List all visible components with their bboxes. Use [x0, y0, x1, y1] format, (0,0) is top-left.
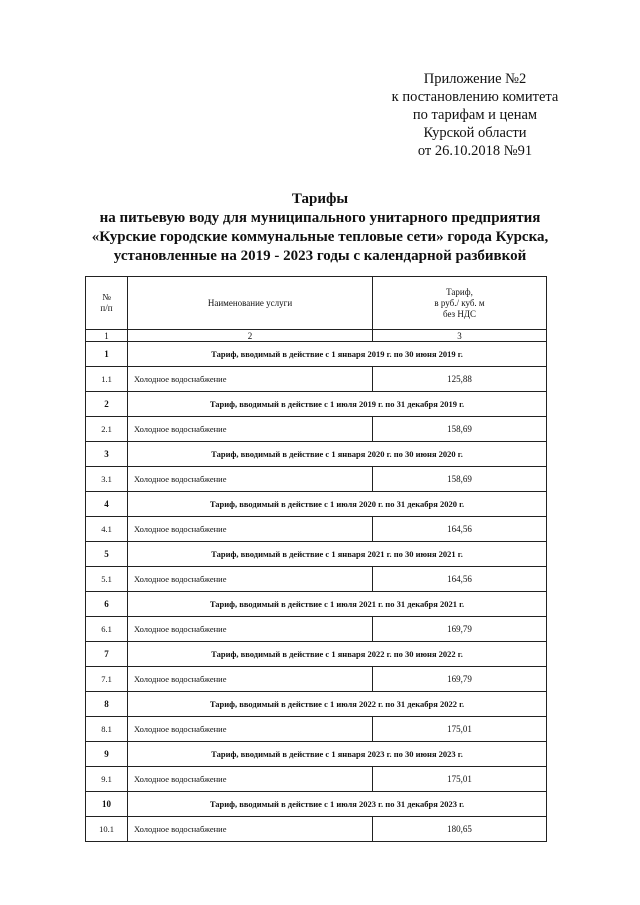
appendix-line: по тарифам и ценам — [412, 107, 538, 123]
table-body — [86, 342, 547, 842]
header-tariff-line: в руб./ куб. м — [434, 297, 485, 308]
column-number: 1 — [86, 330, 128, 342]
service-name: Холодное водоснабжение — [128, 617, 373, 642]
period-number: 1 — [86, 342, 128, 367]
header-tariff-line: без НДС — [442, 308, 476, 319]
period-row — [86, 692, 547, 717]
period-label: Тариф, вводимый в действие с 1 января 2022 г. по 30 июня 2022 г. — [128, 642, 547, 667]
appendix-block — [360, 70, 590, 160]
service-name: Холодное водоснабжение — [128, 717, 373, 742]
tariff-value: 169,79 — [373, 617, 547, 642]
title-line: Тарифы — [291, 191, 349, 207]
period-label: Тариф, вводимый в действие с 1 января 2021 г. по 30 июня 2021 г. — [128, 542, 547, 567]
appendix-line: Приложение №2 — [423, 71, 527, 87]
period-label: Тариф, вводимый в действие с 1 января 2020 г. по 30 июня 2020 г. — [128, 442, 547, 467]
table-row — [86, 517, 547, 542]
tariff-value: 158,69 — [373, 417, 547, 442]
service-name: Холодное водоснабжение — [128, 767, 373, 792]
tariff-value: 125,88 — [373, 367, 547, 392]
item-number: 10.1 — [86, 817, 128, 842]
item-number: 1.1 — [86, 367, 128, 392]
period-number: 6 — [86, 592, 128, 617]
tariff-value: 180,65 — [373, 817, 547, 842]
service-name: Холодное водоснабжение — [128, 817, 373, 842]
item-number: 3.1 — [86, 467, 128, 492]
period-row — [86, 442, 547, 467]
period-number: 9 — [86, 742, 128, 767]
period-number: 4 — [86, 492, 128, 517]
table-row — [86, 667, 547, 692]
period-label: Тариф, вводимый в действие с 1 июля 2023 г. по 31 декабря 2023 г. — [128, 792, 547, 817]
period-label: Тариф, вводимый в действие с 1 июля 2019 г. по 31 декабря 2019 г. — [128, 392, 547, 417]
column-number: 2 — [128, 330, 373, 342]
period-number: 7 — [86, 642, 128, 667]
period-number: 8 — [86, 692, 128, 717]
document-title — [60, 190, 580, 266]
header-tariff — [373, 277, 547, 330]
period-number: 5 — [86, 542, 128, 567]
item-number: 4.1 — [86, 517, 128, 542]
table-row — [86, 617, 547, 642]
item-number: 6.1 — [86, 617, 128, 642]
period-row — [86, 492, 547, 517]
period-row — [86, 342, 547, 367]
period-number: 3 — [86, 442, 128, 467]
period-row — [86, 792, 547, 817]
title-line: на питьевую воду для муниципального унитарного предприятия — [99, 210, 541, 226]
tariff-value: 164,56 — [373, 517, 547, 542]
period-number: 2 — [86, 392, 128, 417]
period-label: Тариф, вводимый в действие с 1 июля 2021 г. по 31 декабря 2021 г. — [128, 592, 547, 617]
period-row — [86, 642, 547, 667]
period-label: Тариф, вводимый в действие с 1 июля 2020 г. по 31 декабря 2020 г. — [128, 492, 547, 517]
column-numbers-row — [86, 330, 547, 342]
title-line: «Курские городские коммунальные тепловые сети» города Курска, — [91, 229, 549, 245]
table-row — [86, 717, 547, 742]
item-number: 7.1 — [86, 667, 128, 692]
item-number: 5.1 — [86, 567, 128, 592]
service-name: Холодное водоснабжение — [128, 417, 373, 442]
item-number: 8.1 — [86, 717, 128, 742]
period-row — [86, 542, 547, 567]
service-name: Холодное водоснабжение — [128, 517, 373, 542]
service-name: Холодное водоснабжение — [128, 667, 373, 692]
service-name: Холодное водоснабжение — [128, 567, 373, 592]
tariff-value: 169,79 — [373, 667, 547, 692]
header-number — [86, 277, 128, 330]
table-row — [86, 767, 547, 792]
title-line: установленные на 2019 - 2023 годы с календарной разбивкой — [113, 248, 527, 264]
tariff-value: 158,69 — [373, 467, 547, 492]
period-row — [86, 592, 547, 617]
table-row — [86, 467, 547, 492]
column-number: 3 — [373, 330, 547, 342]
period-row — [86, 392, 547, 417]
period-number: 10 — [86, 792, 128, 817]
table-row — [86, 367, 547, 392]
period-label: Тариф, вводимый в действие с 1 января 2023 г. по 30 июня 2023 г. — [128, 742, 547, 767]
table-row — [86, 817, 547, 842]
tariff-table — [85, 276, 547, 842]
item-number: 9.1 — [86, 767, 128, 792]
tariff-value: 175,01 — [373, 767, 547, 792]
appendix-line: к постановлению комитета — [391, 89, 559, 105]
header-number-symbol: № — [102, 292, 111, 302]
table-header-row — [86, 277, 547, 330]
period-row — [86, 742, 547, 767]
service-name: Холодное водоснабжение — [128, 467, 373, 492]
header-number-abbr: п/п — [100, 303, 113, 313]
tariff-value: 175,01 — [373, 717, 547, 742]
appendix-line: от 26.10.2018 №91 — [417, 143, 533, 159]
period-label: Тариф, вводимый в действие с 1 июля 2022 г. по 31 декабря 2022 г. — [128, 692, 547, 717]
header-service-name: Наименование услуги — [128, 277, 373, 330]
header-tariff-line: Тариф, — [446, 286, 473, 297]
table-row — [86, 417, 547, 442]
item-number: 2.1 — [86, 417, 128, 442]
appendix-line: Курской области — [423, 125, 527, 141]
table-row — [86, 567, 547, 592]
tariff-value: 164,56 — [373, 567, 547, 592]
period-label: Тариф, вводимый в действие с 1 января 2019 г. по 30 июня 2019 г. — [128, 342, 547, 367]
service-name: Холодное водоснабжение — [128, 367, 373, 392]
